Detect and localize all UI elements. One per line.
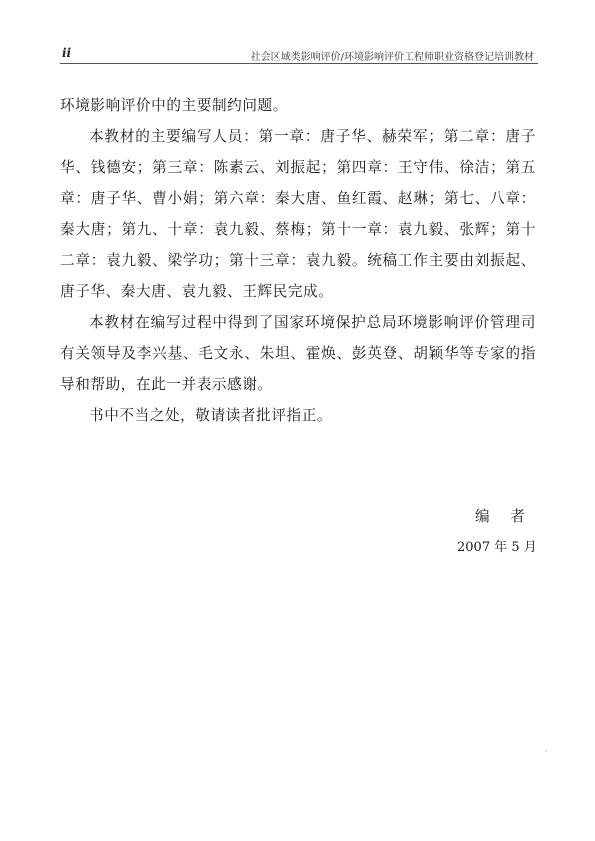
body-text — [60, 90, 536, 431]
paragraph-continuation: 环境影响评价中的主要制约问题。 — [60, 97, 288, 114]
signature-date: 2007 年 5 月 — [457, 540, 537, 555]
paragraph-closing: 书中不当之处，敬请读者批评指正。 — [89, 407, 333, 424]
signature-editor: 编 者 — [475, 508, 533, 525]
scan-speck — [545, 750, 547, 752]
page-number: ii — [62, 46, 72, 60]
header-divider — [60, 63, 538, 64]
paragraph-acknowledgements: 本教材在编写过程中得到了国家环境保护总局环境影响评价管理司有关领导及李兴基、毛文永、朱坦、霍焕、彭英登、胡颖华等专家的指导和帮助，在此一并表示感谢。 — [60, 314, 536, 393]
page-header — [60, 44, 538, 64]
paragraph-authors: 本教材的主要编写人员：第一章：唐子华、赫荣军；第二章：唐子华、钱德安；第三章：陈素云、刘振起；第四章：王守伟、徐洁；第五章：唐子华、曹小娟；第六章：秦大唐、鱼红霞、赵琳；第七、八章：秦大唐；第九、十章：袁九毅、蔡梅；第十一章：袁九毅、张辉；第十二章：袁九毅、梁学功；第十三章：袁九毅。统稿工作主要由刘振起、唐子华、秦大唐、袁九毅、王辉民完成。 — [60, 128, 536, 300]
running-title: 社会区域类影响评价/环境影响评价工程师职业资格登记培训教材 — [250, 52, 534, 63]
